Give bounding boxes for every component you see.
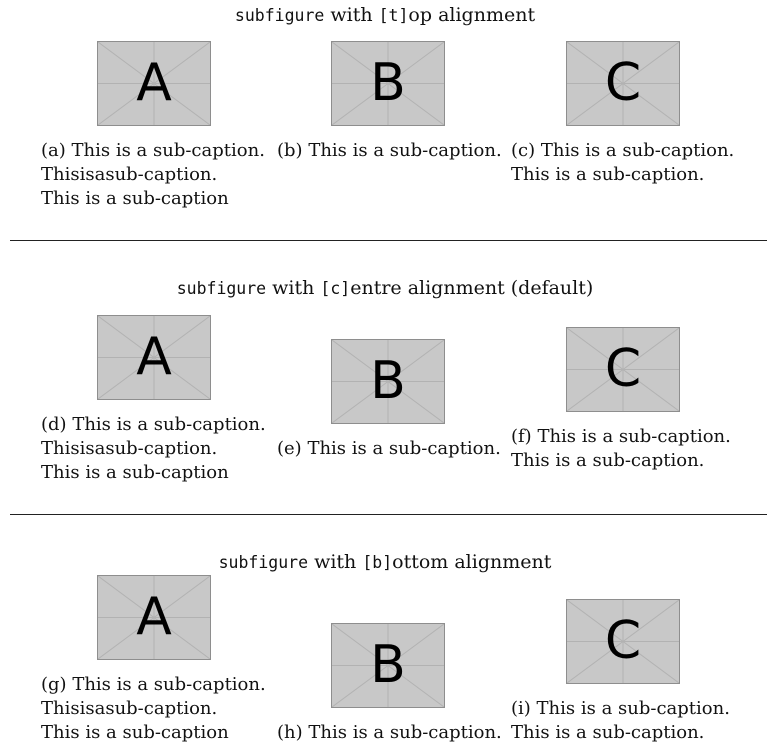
section-heading-top [0,3,770,28]
heading-option: [b] [362,553,393,572]
caption-tag: (g) [41,674,67,695]
placeholder-letter: A [136,327,172,387]
caption-line: This is a sub-caption. [536,698,730,719]
caption-line: This is a sub-caption. [72,414,266,435]
caption-line: This is a sub-caption. [511,722,705,743]
caption-line: This is a sub-caption. [308,140,502,161]
sub-caption-i [511,697,739,745]
sub-caption-c [511,139,739,187]
heading-mid: with [324,4,379,26]
image-placeholder-b [331,41,445,126]
section-divider [10,240,767,241]
heading-code: subfigure [218,553,309,572]
image-placeholder-c [566,327,680,412]
caption-tag: (i) [511,698,531,719]
caption-line-justified: Thisisasub-caption. [41,438,218,459]
caption-line: This is a sub-caption. [511,450,705,471]
heading-mid: with [308,551,363,573]
image-placeholder-c [566,41,680,126]
caption-line: This is a sub-caption [41,188,229,209]
caption-tag: (h) [277,722,303,743]
heading-rest: entre alignment (default) [350,277,594,299]
caption-line: This is a sub-caption [41,462,229,483]
image-placeholder-a [97,41,211,126]
caption-line: This is a sub-caption. [71,140,265,161]
placeholder-letter: C [604,339,642,399]
caption-line: This is a sub-caption. [537,426,731,447]
placeholder-letter: A [136,587,172,647]
sub-caption-e [277,437,505,461]
sub-caption-a [41,139,269,211]
placeholder-letter: B [370,53,406,113]
image-placeholder-c [566,599,680,684]
heading-rest: ottom alignment [392,551,552,573]
sub-caption-b [277,139,505,163]
sub-caption-f [511,425,739,473]
caption-tag: (c) [511,140,536,161]
caption-line-justified: Thisisasub-caption. [41,698,218,719]
caption-line: This is a sub-caption [41,722,229,743]
image-placeholder-a [97,315,211,400]
heading-code: subfigure [234,6,325,25]
placeholder-letter: C [604,611,642,671]
placeholder-letter: C [604,53,642,113]
heading-mid: with [266,277,321,299]
placeholder-letter: B [370,351,406,411]
heading-code: subfigure [176,279,267,298]
image-placeholder-a [97,575,211,660]
caption-tag: (d) [41,414,67,435]
sub-caption-g [41,673,269,745]
caption-line: This is a sub-caption. [72,674,266,695]
placeholder-letter: A [136,53,172,113]
caption-line: This is a sub-caption. [511,164,705,185]
placeholder-letter: B [370,635,406,695]
heading-option: [c] [320,279,351,298]
caption-line: This is a sub-caption. [307,438,501,459]
caption-line: This is a sub-caption. [540,140,735,161]
heading-rest: op alignment [408,4,536,26]
section-heading-centre [0,276,770,301]
caption-line: This is a sub-caption. [308,722,502,743]
section-divider [10,514,767,515]
caption-tag: (f) [511,426,532,447]
sub-caption-h [277,721,505,745]
sub-caption-d [41,413,269,485]
caption-line-justified: Thisisasub-caption. [41,164,218,185]
section-heading-bottom [0,550,770,575]
image-placeholder-b [331,623,445,708]
caption-tag: (e) [277,438,302,459]
caption-tag: (b) [277,140,303,161]
image-placeholder-b [331,339,445,424]
caption-tag: (a) [41,140,66,161]
heading-option: [t] [378,6,409,25]
